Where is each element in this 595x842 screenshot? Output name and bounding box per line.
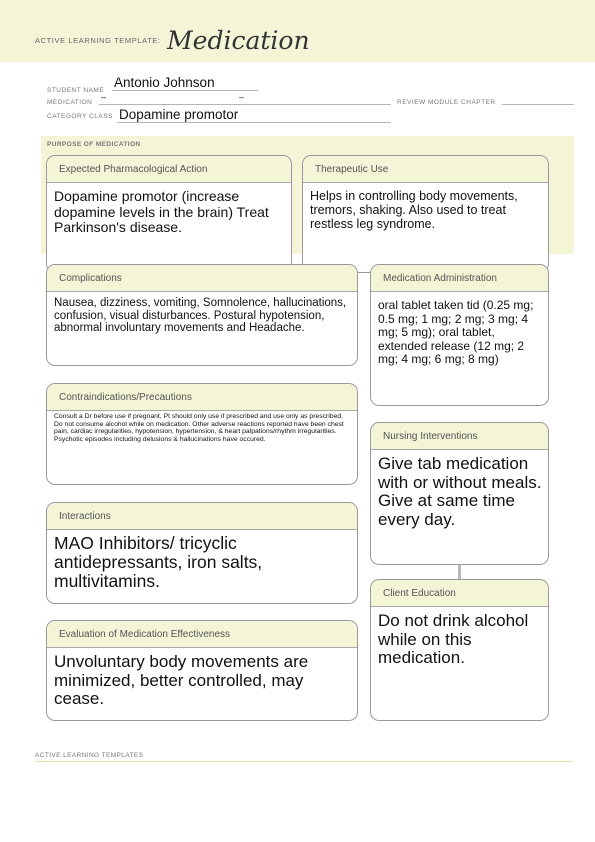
complications-text[interactable]: Nausea, dizziness, vomiting, Somnolence, hallucinations, confusion, visual disturbances. Postural hypotension, abnormal involuntary movements and Headache. — [54, 297, 347, 334]
med-admin-title: Medication Administration — [371, 265, 548, 292]
contraindications-title: Contraindications/Precautions — [47, 384, 357, 411]
complications-box — [46, 264, 358, 366]
purpose-label: PURPOSE OF MEDICATION — [47, 141, 141, 148]
medication-line — [99, 104, 391, 105]
category-class-value[interactable]: Dopamine promotor — [119, 107, 239, 122]
review-module-label: REVIEW MODULE CHAPTER — [397, 99, 496, 106]
interactions-box — [46, 502, 358, 604]
nursing-text[interactable]: Give tab medication with or without meals. Give at same time every day. — [378, 454, 542, 529]
footer-label: ACTIVE LEARNING TEMPLATES — [35, 752, 144, 759]
student-name-label: STUDENT NAME — [47, 87, 105, 94]
complications-title: Complications — [47, 265, 357, 292]
client-ed-text[interactable]: Do not drink alcohol while on this medication. — [378, 611, 529, 667]
connector-line — [458, 565, 461, 579]
category-class-label: CATEGORY CLASS — [47, 113, 113, 120]
review-module-line — [502, 104, 574, 105]
therapeutic-use-text[interactable]: Helps in controlling body movements, tremors, shaking. Also used to treat restless leg syndrome. — [310, 189, 518, 231]
medication-value-right[interactable]: – — [239, 92, 245, 102]
med-admin-box — [370, 264, 549, 406]
contraindications-box — [46, 383, 358, 485]
student-name-line — [112, 90, 258, 91]
evaluation-title: Evaluation of Medication Effectiveness — [47, 621, 357, 648]
med-admin-text[interactable]: oral tablet taken tid (0.25 mg; 0.5 mg; 1 mg; 2 mg; 3 mg; 4 mg; 5 mg); oral tablet, extended release (12 mg; 2 mg; 4 mg; 6 mg; 8 mg) — [378, 298, 534, 366]
pharm-action-title: Expected Pharmacological Action — [47, 156, 291, 183]
nursing-title: Nursing Interventions — [371, 423, 548, 450]
category-class-line — [117, 122, 391, 123]
interactions-title: Interactions — [47, 503, 357, 530]
pharm-action-text[interactable]: Dopamine promotor (increase dopamine levels in the brain) Treat Parkinson's disease. — [54, 188, 269, 235]
client-ed-title: Client Education — [371, 580, 548, 607]
student-name-value[interactable]: Antonio Johnson — [114, 75, 215, 90]
therapeutic-use-title: Therapeutic Use — [303, 156, 548, 183]
client-ed-box — [370, 579, 549, 721]
template-prefix: ACTIVE LEARNING TEMPLATE: — [35, 36, 161, 45]
interactions-text[interactable]: MAO Inhibitors/ tricyclic antidepressants, iron salts, multivitamins. — [54, 533, 263, 591]
therapeutic-use-box — [302, 155, 549, 273]
contraindications-text[interactable]: Consult a Dr before use if pregnant, Pt should only use if prescribed and use only as prescribed. Do not consume alcohol while on medication. Other adverse reactions reported have been chest pain, cardiac irregularities, hypotension, hypertension, & heart palpations/rhythm irregularities. Psychotic episodes including delusions & hallucinations have occured. — [54, 413, 344, 443]
pharm-action-box — [46, 155, 292, 273]
medication-value-left[interactable]: – — [101, 92, 107, 102]
page-title — [35, 26, 310, 55]
template-title: Medication — [167, 26, 310, 55]
nursing-box — [370, 422, 549, 565]
footer-divider — [35, 761, 573, 762]
evaluation-box — [46, 620, 358, 721]
medication-label: MEDICATION — [47, 99, 93, 106]
evaluation-text[interactable]: Unvoluntary body movements are minimized, better controlled, may cease. — [54, 652, 309, 708]
